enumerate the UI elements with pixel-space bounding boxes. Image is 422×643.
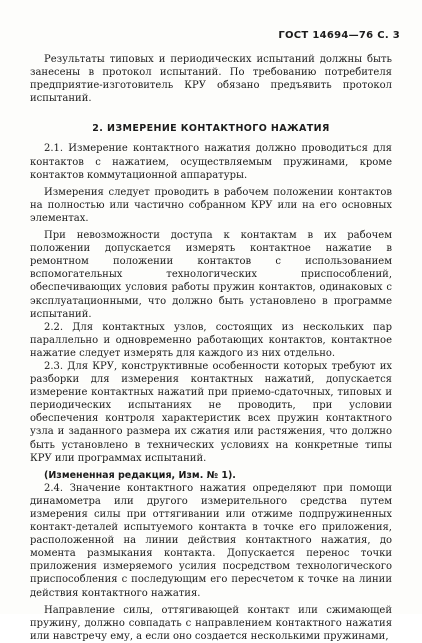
- paragraph-2-3: 2.3. Для КРУ, конструктивные особенности которых требуют их разборки для измерения контактных нажатий, допускается измерение контактных нажатий при приемо-сдаточных, типовых и периодических испытаниях не проводить, при условии обеспечения контроля характеристик всех пружин контактного узла и заданного размера их сжатия или растяжения, что должно быть установлено в технических условиях на конкретные типы КРУ или программах испытаний.: [30, 360, 392, 464]
- paragraph-measurement-position: Измерения следует проводить в рабочем положении контактов на полностью или частично собранном КРУ или на его основных элементах.: [30, 186, 392, 224]
- page-header-code: ГОСТ 14694—76 С. 3: [278, 30, 400, 41]
- paragraph-2-1: 2.1. Измерение контактного нажатия должно проводиться для контактов с нажатием, осуществляемым пружинами, кроме контактов коммутационной аппаратуры.: [30, 143, 392, 181]
- section-title: 2. ИЗМЕРЕНИЕ КОНТАКТНОГО НАЖАТИЯ: [92, 123, 330, 135]
- amendment-note: (Измененная редакция, Изм. № 1).: [44, 469, 236, 481]
- paragraph-no-access: При невозможности доступа к контактам в их рабочем положении допускается измерять контактное нажатие в ремонтном положении контактов с использованием вспомогательных технологических приспособлений, обеспечивающих условия работы пружин контактов, одинаковых с эксплуатационными, что должно быть установлено в программе испытаний.: [30, 230, 392, 320]
- paragraph-2-2: 2.2. Для контактных узлов, состоящих из нескольких пар параллельно и одновременно работающих контактов, контактное нажатие следует измерять для каждого из них отдельно.: [30, 321, 392, 359]
- document-body: [30, 53, 392, 643]
- paragraph-force-direction: Направление силы, оттягивающей контакт или сжимающей пружину, должно совпадать с направлением контактного нажатия или навстречу ему, а если оно создается несколькими пружинами,: [30, 604, 392, 642]
- paragraph-2-4: 2.4. Значение контактного нажатия определяют при помощи динамометра или другого измерительного средства путем измерения силы при оттягивании или отжиме подпружиненных контакт-деталей испытуемого контакта в точке его приложения, расположенной на линии действия контактного нажатия, до момента размыкания контакта. Допускается перенос точки приложения измеряемого усилия посредством технологического приспособления с последующим его пересчетом к точке на линии действия контактного нажатия.: [30, 482, 392, 599]
- paragraph-test-results: Результаты типовых и периодических испытаний должны быть занесены в протокол испытаний. По требованию потребителя предприятие-изготовитель КРУ обязано предъявить протокол испытаний.: [30, 54, 392, 105]
